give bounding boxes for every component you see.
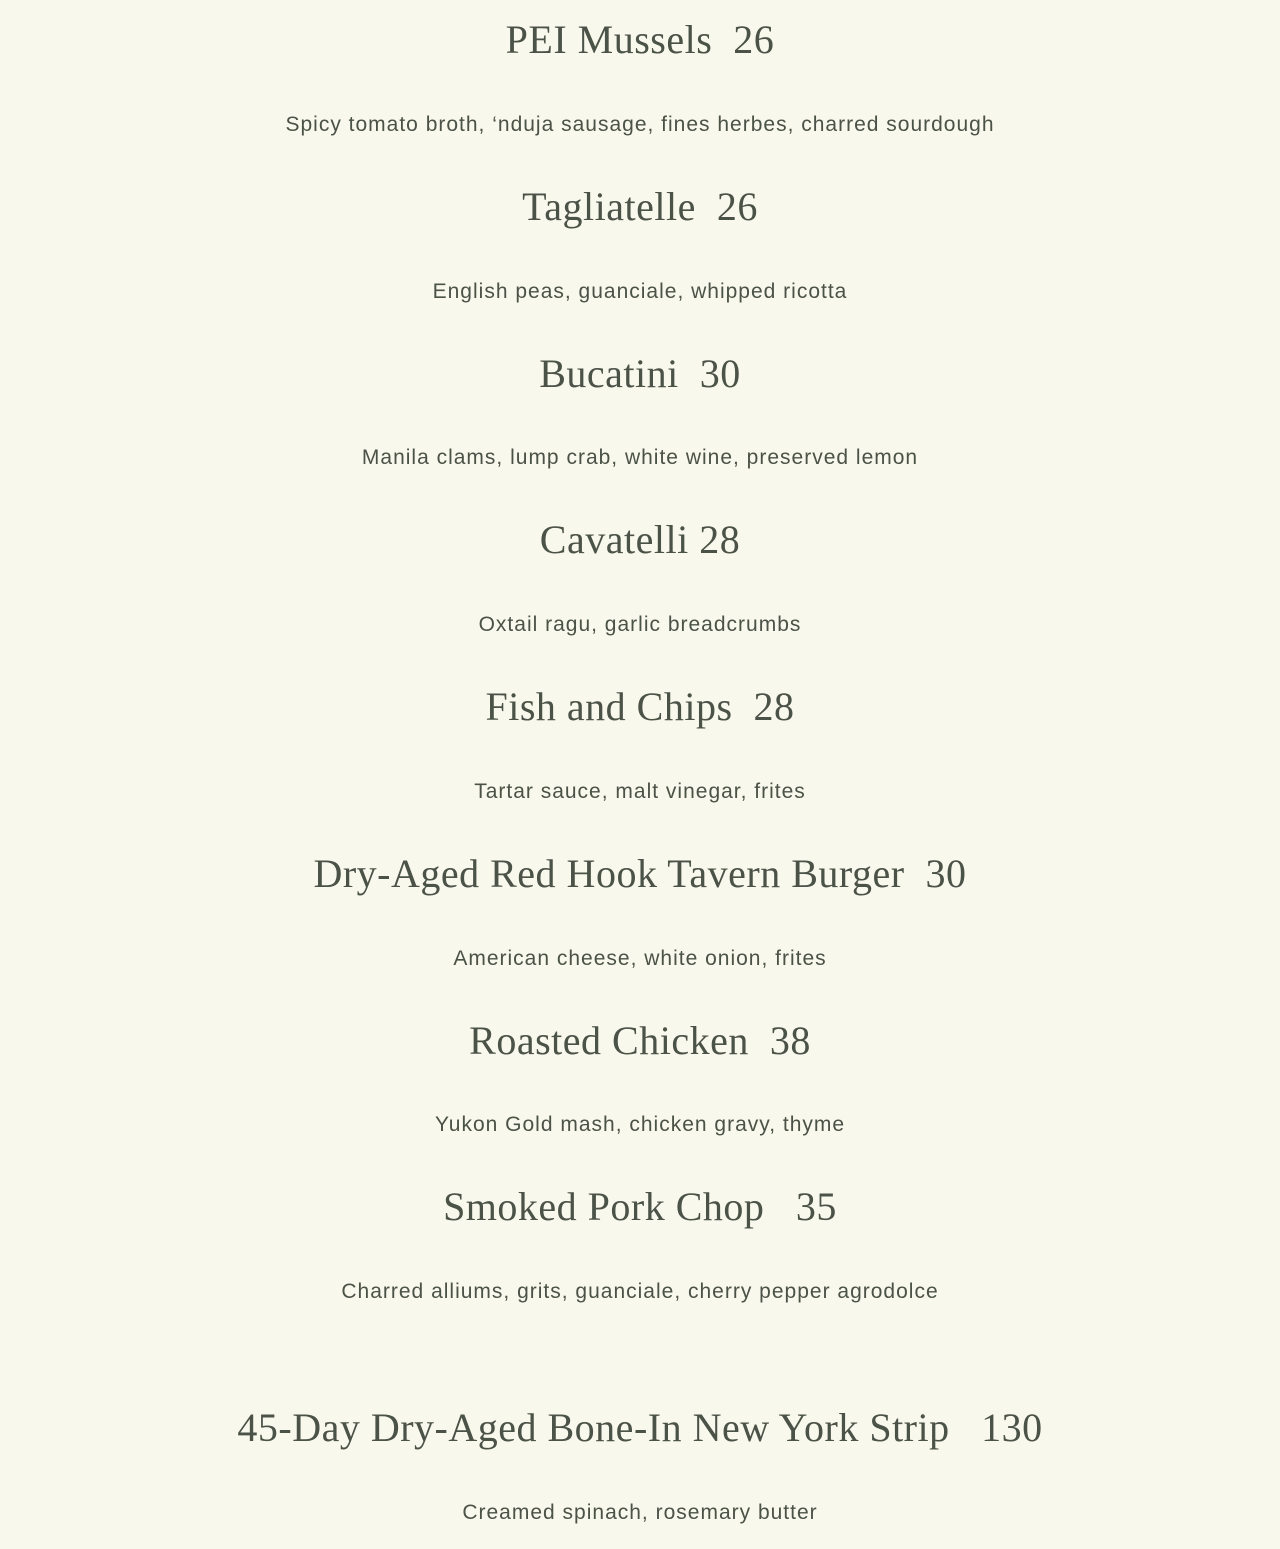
menu-item-title: Fish and Chips 28 [485, 684, 795, 729]
menu-item-description: Creamed spinach, rosemary butter [462, 1501, 818, 1524]
menu-item-title: PEI Mussels 26 [505, 17, 775, 62]
menu-item-title: Cavatelli 28 [539, 517, 741, 562]
menu-item-description: English peas, guanciale, whipped ricotta [432, 280, 848, 303]
menu-item-description: Spicy tomato broth, ‘nduja sausage, fines herbes, charred sourdough [285, 113, 995, 136]
menu-item-title: Tagliatelle 26 [522, 184, 758, 229]
menu-item-title: Bucatini 30 [539, 351, 741, 396]
menu-item-description: Charred alliums, grits, guanciale, cherry pepper agrodolce [341, 1280, 939, 1303]
menu-item-title: Smoked Pork Chop 35 [443, 1184, 837, 1229]
menu-item-description: American cheese, white onion, frites [453, 947, 827, 970]
menu-item-description: Oxtail ragu, garlic breadcrumbs [478, 613, 802, 636]
menu-item-description: Yukon Gold mash, chicken gravy, thyme [434, 1113, 846, 1136]
menu-item-description: Tartar sauce, malt vinegar, frites [474, 780, 806, 803]
menu-item-description: Manila clams, lump crab, white wine, preserved lemon [361, 446, 919, 469]
menu-item-title: Roasted Chicken 38 [469, 1018, 811, 1063]
menu-item-title: Dry-Aged Red Hook Tavern Burger 30 [313, 851, 967, 896]
menu-item-title: 45-Day Dry-Aged Bone-In New York Strip 130 [237, 1405, 1043, 1450]
